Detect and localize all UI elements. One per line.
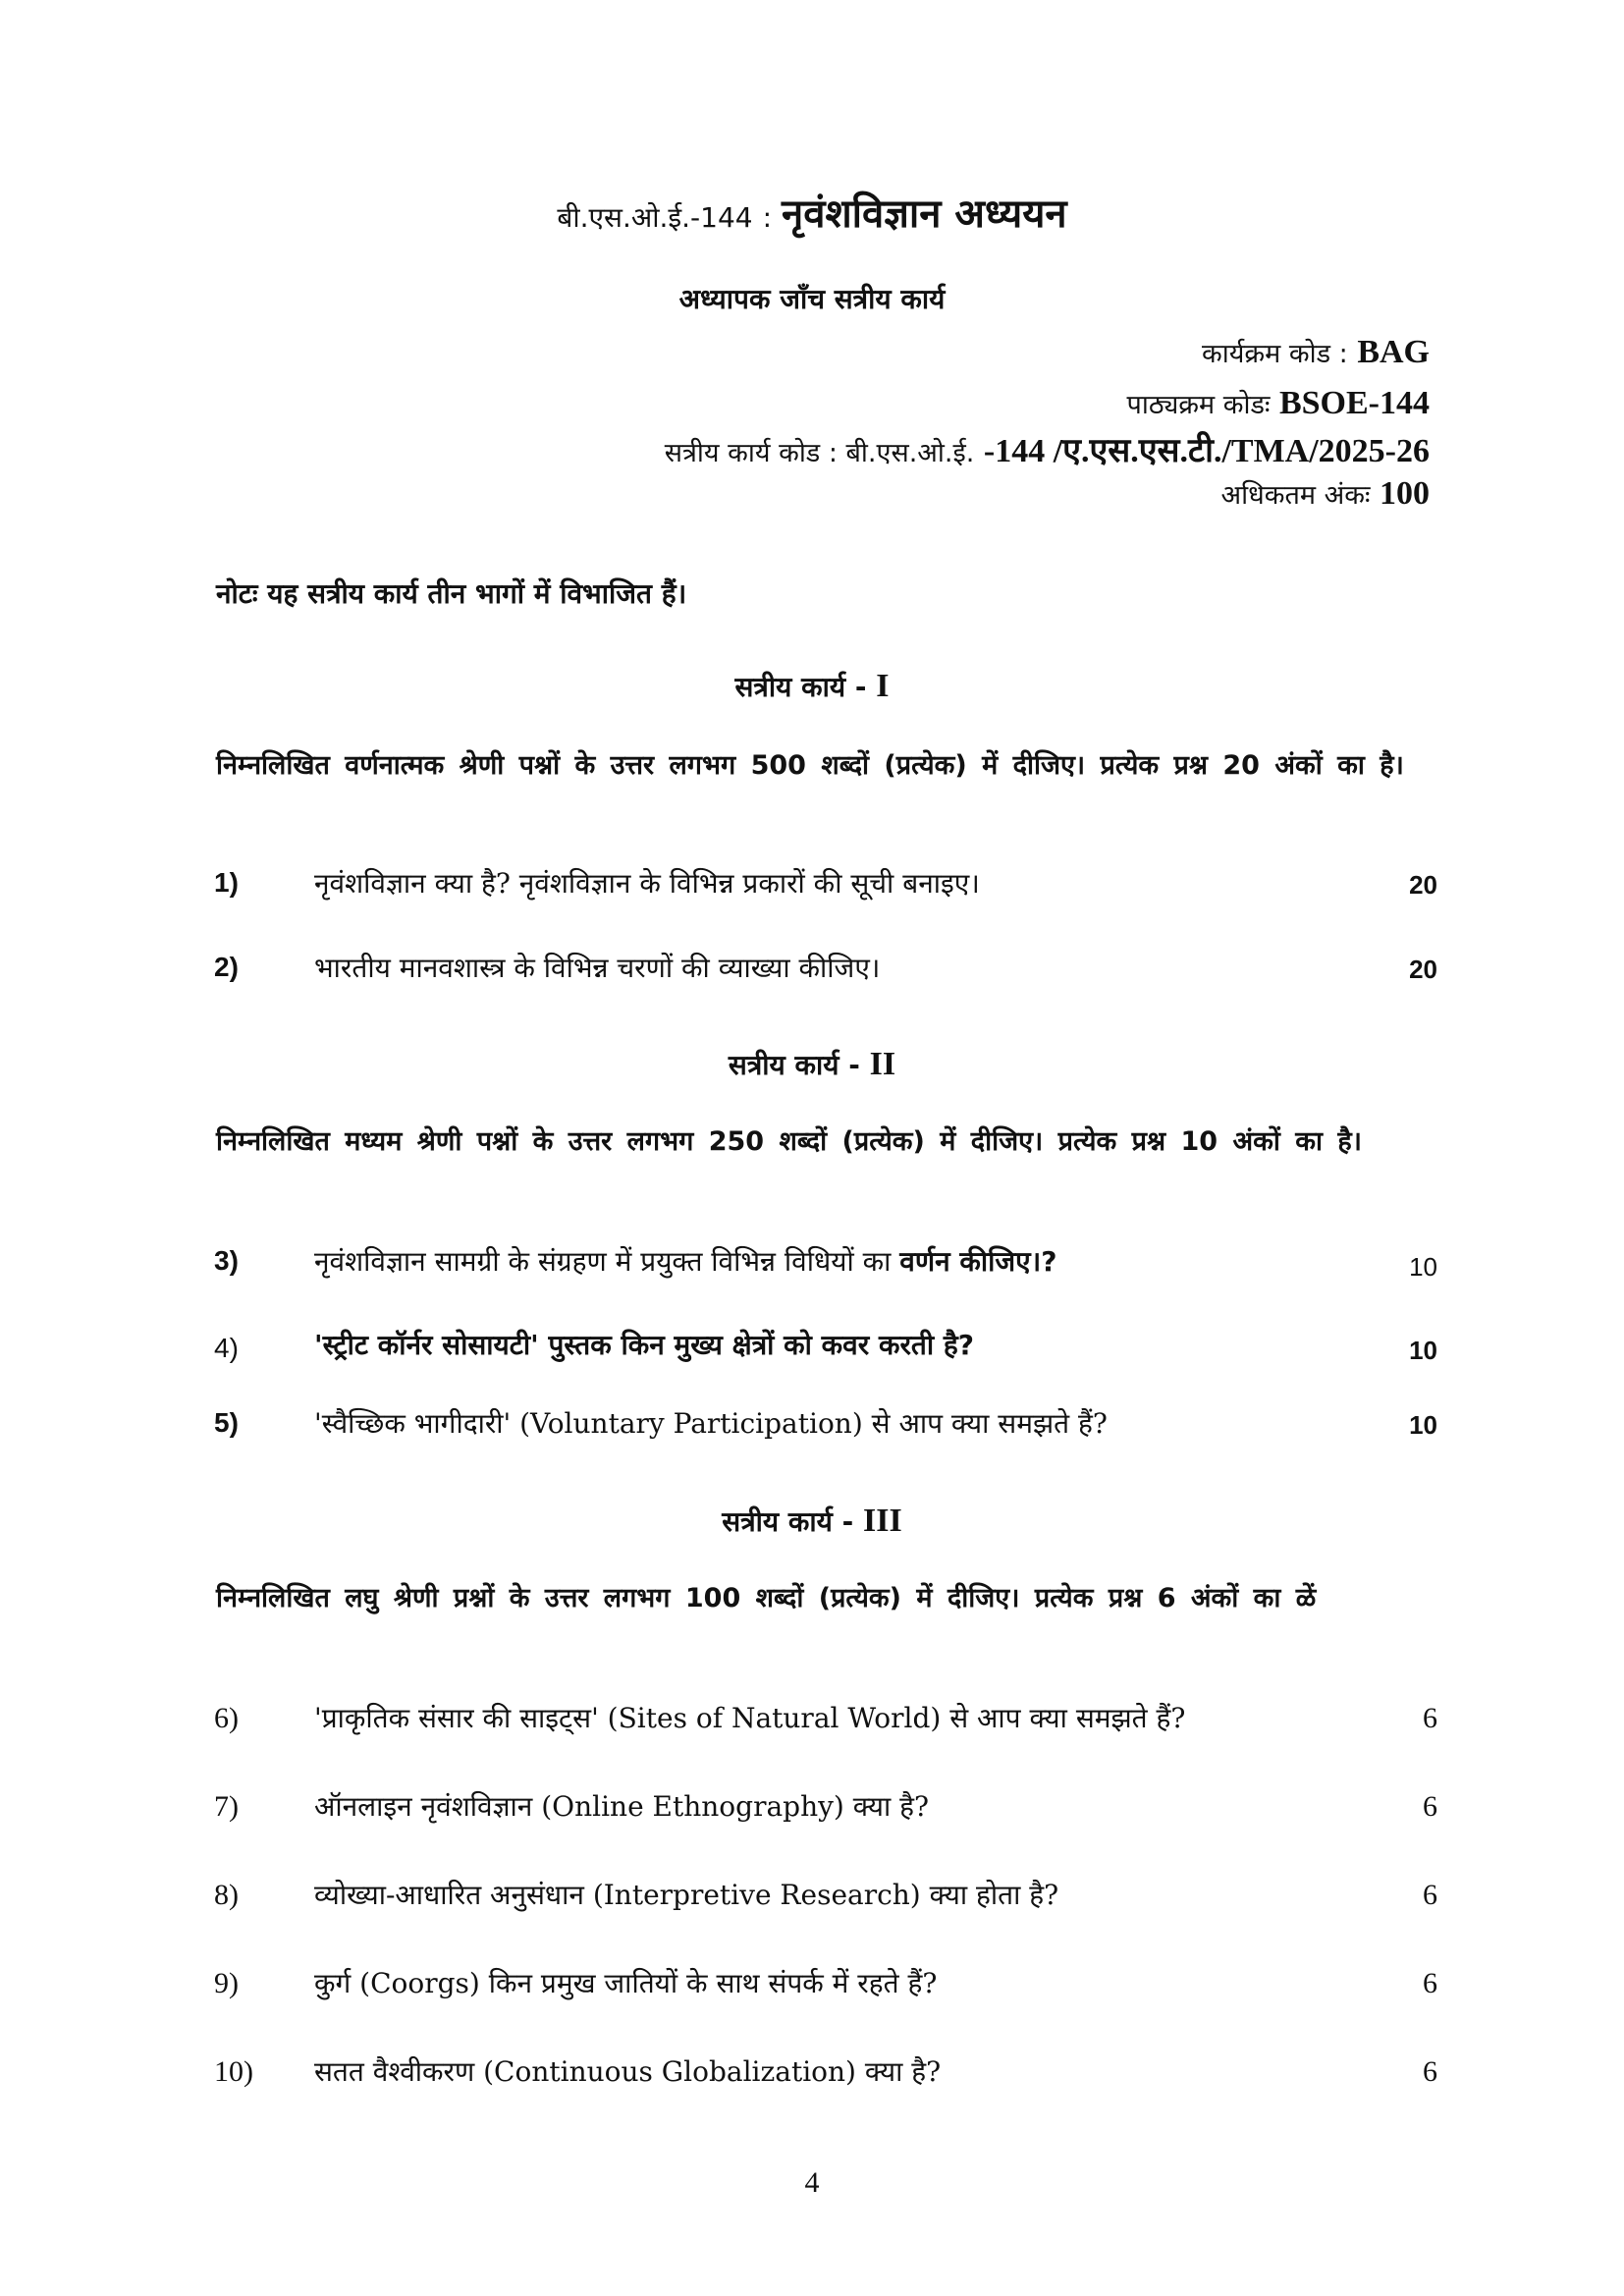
section-heading-numeral: II [869,1046,896,1082]
document-note: नोटः यह सत्रीय कार्य तीन भागों में विभाजित हैं। [216,577,687,610]
question-text-main: नृवंशविज्ञान सामग्री के संग्रहण में प्रयुक्त विभिन्न विधियों का [314,1245,892,1278]
question-text: व्योख्या-आधारित अनुसंधान (Interpretive Research) क्या होता है? [314,1879,1059,1911]
question-number: 10) [214,2055,253,2088]
title-separator: : [762,201,773,234]
assignment-code-line [665,426,1430,471]
max-marks-label: अधिकतम अंकः [1220,480,1371,511]
question-text [314,1242,1335,1280]
question-text-emphasis: वर्णन कीजिए।? [899,1245,1057,1278]
question-text: नृवंशविज्ञान क्या है? नृवंशविज्ञान के विभिन्न प्रकारों की सूची बनाइए। [314,867,980,900]
question-text: 'स्ट्रीट कॉर्नर सोसायटी' पुस्तक किन मुख्य क्षेत्रों को कवर करती है? [314,1329,974,1361]
assignment-code-label: सत्रीय कार्य कोड : बी.एस.ओ.ई. [664,438,975,468]
question-text: ऑनलाइन नृवंशविज्ञान (Online Ethnography) क्या है? [314,1790,930,1823]
question-marks: 6 [1423,1879,1437,1911]
question-marks: 10 [1409,1252,1437,1282]
course-code-label: पाठ्यक्रम कोडः [1126,390,1271,420]
section-instruction-3: निम्नलिखित लघु श्रेणी प्रश्नों के उत्तर लगभग 100 शब्दों (प्रत्येक) में दीजिए। प्रत्येक प्रश्न 6 अंकों का ळें [216,1583,1317,1613]
max-marks-value: 100 [1380,475,1430,512]
question-number: 3) [214,1245,239,1276]
question-text: 'स्वैच्छिक भागीदारी' (Voluntary Participation) से आप क्या समझते हैं? [314,1407,1108,1440]
course-code: बी.एस.ओ.ई.-144 [557,201,753,234]
program-code-line [1202,334,1430,371]
question-number: 1) [214,867,239,898]
course-title: नृवंशविज्ञान अध्ययन [782,191,1067,237]
question-text: सतत वैश्वीकरण (Continuous Globalization) क्या है? [314,2055,942,2088]
document-title [0,185,1624,239]
section-instruction-1: निम्नलिखित वर्णनात्मक श्रेणी पश्नों के उत्तर लगभग 500 शब्दों (प्रत्येक) में दीजिए। प्रत्येक प्रश्न 20 अंकों का है। [216,750,1404,781]
section-heading-prefix: सत्रीय कार्य - [734,671,867,703]
question-marks: 10 [1409,1336,1437,1365]
question-marks: 10 [1409,1410,1437,1440]
course-code-value: BSOE-144 [1278,385,1430,421]
question-number: 8) [214,1879,239,1911]
question-number: 6) [214,1702,239,1734]
max-marks-line [1221,475,1430,513]
question-text: कुर्ग (Coorgs) किन प्रमुख जातियों के साथ संपर्क में रहते हैं? [314,1967,938,1999]
program-code-label: कार्यक्रम कोड : [1202,339,1348,369]
question-text: भारतीय मानवशास्त्र के विभिन्न चरणों की व्याख्या कीजिए। [314,952,881,984]
question-marks: 20 [1409,955,1437,984]
section-heading-3 [0,1503,1624,1540]
question-marks: 20 [1409,870,1437,900]
section-heading-1 [0,668,1624,705]
section-heading-numeral: I [876,668,890,704]
section-instruction-2: निम्नलिखित मध्यम श्रेणी पश्नों के उत्तर लगभग 250 शब्दों (प्रत्येक) में दीजिए। प्रत्येक प्रश्न 10 अंकों का है। [216,1126,1362,1157]
question-number: 9) [214,1967,239,1999]
question-text: 'प्राकृतिक संसार की साइट्स' (Sites of Natural World) से आप क्या समझते हैं? [314,1702,1186,1734]
question-number: 5) [214,1407,239,1438]
assignment-code-value: -144 /ए.एस.एस.टी./TMA/2025-26 [983,433,1430,469]
section-heading-prefix: सत्रीय कार्य - [722,1505,854,1538]
document-subtitle: अध्यापक जाँच सत्रीय कार्य [678,283,946,315]
question-number: 2) [214,952,239,982]
course-code-line [1127,385,1431,422]
page-number: 4 [804,2166,820,2199]
section-heading-2 [0,1046,1624,1083]
question-marks: 6 [1423,1702,1437,1734]
question-number: 7) [214,1790,239,1823]
section-heading-numeral: III [863,1503,902,1539]
question-marks: 6 [1423,2055,1437,2088]
section-heading-prefix: सत्रीय कार्य - [728,1049,860,1081]
question-number: 4) [214,1333,239,1363]
program-code-value: BAG [1357,334,1430,370]
question-marks: 6 [1423,1790,1437,1823]
question-marks: 6 [1423,1967,1437,1999]
